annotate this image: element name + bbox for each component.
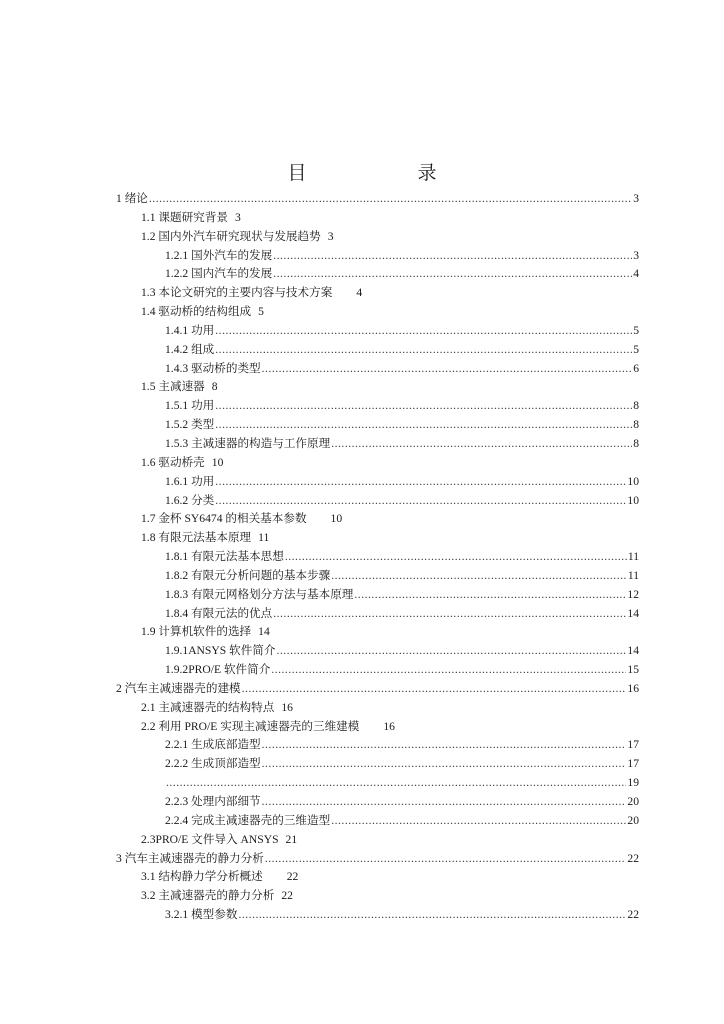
dot-leader	[265, 850, 627, 869]
toc-entry-page: 10	[330, 512, 343, 526]
toc-entry-page: 6	[633, 361, 639, 375]
dot-leader	[331, 812, 626, 831]
toc-entry-page: 17	[627, 757, 639, 771]
toc-entry[interactable]	[0, 303, 724, 322]
toc-entry[interactable]	[0, 284, 724, 303]
toc-entry[interactable]	[0, 378, 724, 397]
toc-entry[interactable]	[0, 265, 724, 284]
toc-entry-page: 14	[627, 606, 639, 620]
toc-entry-text: 1.7 金杯 SY6474 的相关基本参数	[141, 512, 307, 526]
dot-leader	[285, 548, 627, 567]
toc-entry[interactable]	[0, 341, 724, 360]
toc-entry-page: 3	[327, 229, 334, 243]
toc-entry-text: 2.2.4 完成主减速器壳的三维造型	[165, 813, 331, 827]
toc-entry-page: 5	[633, 342, 639, 356]
toc-entry-page: 11	[258, 531, 270, 545]
toc-entry-page: 14	[258, 625, 270, 639]
toc-entry[interactable]	[0, 435, 724, 454]
toc-entry-text: 2.2 利用 PRO/E 实现主减速器壳的三维建模	[141, 719, 360, 733]
dot-leader	[215, 492, 626, 511]
toc-entry-page: 12	[627, 587, 639, 601]
toc-entry-page: 22	[627, 908, 639, 922]
toc-entry[interactable]	[0, 868, 724, 887]
dot-leader	[331, 567, 627, 586]
toc-entry-text: 1.8 有限元法基本原理	[141, 531, 252, 545]
toc-entry[interactable]	[0, 623, 724, 642]
toc-entry[interactable]	[0, 850, 724, 869]
toc-entry-page: 16	[281, 700, 293, 714]
toc-entry-text: 1.6.2 分类	[165, 493, 215, 507]
toc-entry[interactable]	[0, 322, 724, 341]
toc-entry-text: 1.1 课题研究背景	[141, 210, 228, 224]
toc-entry[interactable]	[0, 906, 724, 925]
toc-entry[interactable]	[0, 812, 724, 831]
toc-entry-text: 1.5.1 功用	[165, 399, 215, 413]
toc-entry[interactable]	[0, 247, 724, 266]
toc-entry[interactable]	[0, 680, 724, 699]
toc-entry-page: 4	[633, 267, 639, 281]
toc-entry-text: 1.9 计算机软件的选择	[141, 625, 252, 639]
toc-entry-page: 21	[285, 832, 298, 846]
toc-entry[interactable]	[0, 529, 724, 548]
toc-entry-text: 1.4.3 驱动桥的类型	[165, 361, 261, 375]
toc-entry[interactable]	[0, 642, 724, 661]
toc-entry-page: 8	[211, 380, 218, 394]
dot-leader	[215, 397, 632, 416]
toc-entry-page: 3	[633, 192, 639, 205]
toc-entry[interactable]	[0, 190, 724, 209]
toc-entry[interactable]	[0, 699, 724, 718]
toc-entry[interactable]	[0, 718, 724, 737]
toc-entry-page: 8	[633, 399, 639, 413]
toc-entry-text: 1.4.1 功用	[165, 323, 215, 337]
toc-entry[interactable]	[0, 831, 724, 850]
toc-entry-text: 1.3 本论文研究的主要内容与技术方案	[141, 286, 333, 300]
dot-leader	[215, 416, 632, 435]
toc-entry-text: 1.5 主减速器	[141, 380, 205, 394]
toc-entry-text: 1.5.2 类型	[165, 418, 215, 432]
toc-entry-text: 2.3PRO/E 文件导入 ANSYS	[141, 832, 279, 846]
dot-leader	[238, 906, 626, 925]
toc-entry-text: 2.2.1 生成底部造型	[165, 738, 261, 752]
dot-leader	[354, 586, 626, 605]
toc-entry-text: 1 绪论	[116, 192, 148, 205]
dot-leader	[271, 661, 626, 680]
toc-entry[interactable]	[0, 548, 724, 567]
dot-leader	[215, 473, 626, 492]
toc-entry[interactable]	[0, 586, 724, 605]
dot-leader	[215, 322, 632, 341]
toc-entry-text: 1.8.3 有限元网格划分方法与基本原理	[165, 587, 354, 601]
toc-entry-text: 3.2 主减速器壳的静力分析	[141, 889, 275, 903]
toc-entry-text: 1.8.1 有限元法基本思想	[165, 550, 284, 564]
dot-leader	[273, 605, 626, 624]
toc-entry[interactable]	[0, 661, 724, 680]
dot-leader	[166, 774, 626, 793]
toc-entry[interactable]	[0, 360, 724, 379]
toc-entry-text: 1.2.1 国外汽车的发展	[165, 248, 273, 262]
toc-entry-page: 3	[234, 210, 241, 224]
dot-leader	[273, 265, 632, 284]
toc-title: 目 录	[287, 163, 483, 184]
dot-leader	[262, 793, 627, 812]
toc-entry-page: 22	[627, 851, 639, 865]
toc-entry[interactable]	[0, 454, 724, 473]
toc-entry-text: 2.1 主减速器壳的结构特点	[141, 700, 275, 714]
toc-entry-page: 10	[627, 474, 639, 488]
toc-entry-page: 22	[281, 889, 293, 903]
toc-entry-text: 2.2.2 生成顶部造型	[165, 757, 261, 771]
toc-entry[interactable]	[0, 492, 724, 511]
toc-entry[interactable]	[0, 774, 724, 793]
toc-entry[interactable]	[0, 228, 724, 247]
toc-entry-text: 1.8.2 有限元分析问题的基本步骤	[165, 568, 331, 582]
toc-entry-text: 1.4.2 组成	[165, 342, 215, 356]
dot-leader	[331, 435, 632, 454]
toc-entry-page: 10	[627, 493, 639, 507]
toc-entry-page: 14	[627, 644, 639, 658]
dot-leader	[262, 360, 633, 379]
toc-entry-text: 1.5.3 主减速器的构造与工作原理	[165, 436, 331, 450]
toc-entry-text: 1.2.2 国内汽车的发展	[165, 267, 273, 281]
toc-entry-text: 1.9.2PRO/E 软件简介	[165, 663, 271, 677]
toc-entry-page: 5	[258, 305, 264, 319]
toc-entry-text: 1.6.1 功用	[165, 474, 215, 488]
toc-entry[interactable]	[0, 473, 724, 492]
toc-entry-page: 11	[627, 568, 639, 582]
table-of-contents	[0, 190, 724, 925]
toc-entry-text: 3.2.1 模型参数	[165, 908, 238, 922]
toc-entry-text: 2 汽车主减速器壳的建模	[116, 681, 241, 695]
toc-entry-page: 4	[356, 286, 363, 300]
toc-entry-page: 11	[627, 550, 639, 564]
toc-entry[interactable]	[0, 887, 724, 906]
dot-leader	[215, 341, 632, 360]
toc-entry[interactable]	[0, 605, 724, 624]
toc-entry[interactable]	[0, 397, 724, 416]
toc-entry-page: 16	[627, 681, 639, 695]
dot-leader	[262, 755, 627, 774]
toc-entry[interactable]	[0, 510, 724, 529]
toc-entry-text: 2.2.3 处理内部细节	[165, 795, 261, 808]
dot-leader	[273, 247, 632, 266]
toc-entry-page: 3	[633, 248, 639, 262]
toc-entry[interactable]	[0, 416, 724, 435]
toc-entry-text: 1.6 驱动桥壳	[141, 455, 205, 469]
dot-leader	[262, 736, 627, 755]
toc-entry-text: 1.4 驱动桥的结构组成	[141, 305, 252, 319]
toc-entry-text: 3.1 结构静力学分析概述	[141, 870, 263, 884]
toc-entry-page: 22	[286, 870, 299, 884]
dot-leader	[276, 642, 626, 661]
toc-entry-page: 19	[627, 776, 639, 790]
toc-entry-page: 17	[627, 738, 639, 752]
toc-entry[interactable]	[0, 736, 724, 755]
toc-entry-page: 8	[633, 418, 639, 432]
toc-entry-page: 8	[633, 436, 639, 450]
toc-entry[interactable]	[0, 209, 724, 228]
toc-entry-page: 5	[633, 323, 639, 337]
toc-entry-text: 1.2 国内外汽车研究现状与发展趋势	[141, 229, 321, 243]
toc-entry[interactable]	[0, 793, 724, 812]
dot-leader	[149, 190, 632, 209]
toc-entry[interactable]	[0, 755, 724, 774]
toc-entry-text: 1.8.4 有限元法的优点	[165, 606, 273, 620]
toc-entry-page: 10	[211, 455, 224, 469]
toc-entry-page: 15	[627, 663, 639, 677]
toc-entry[interactable]	[0, 567, 724, 586]
toc-entry-text: 1.9.1ANSYS 软件简介	[165, 644, 276, 658]
toc-entry-page: 20	[627, 795, 639, 808]
toc-entry-text: 3 汽车主减速器壳的静力分析	[116, 851, 264, 865]
dot-leader	[242, 680, 627, 699]
toc-entry-page: 20	[627, 813, 639, 827]
toc-entry-page: 16	[383, 719, 395, 733]
